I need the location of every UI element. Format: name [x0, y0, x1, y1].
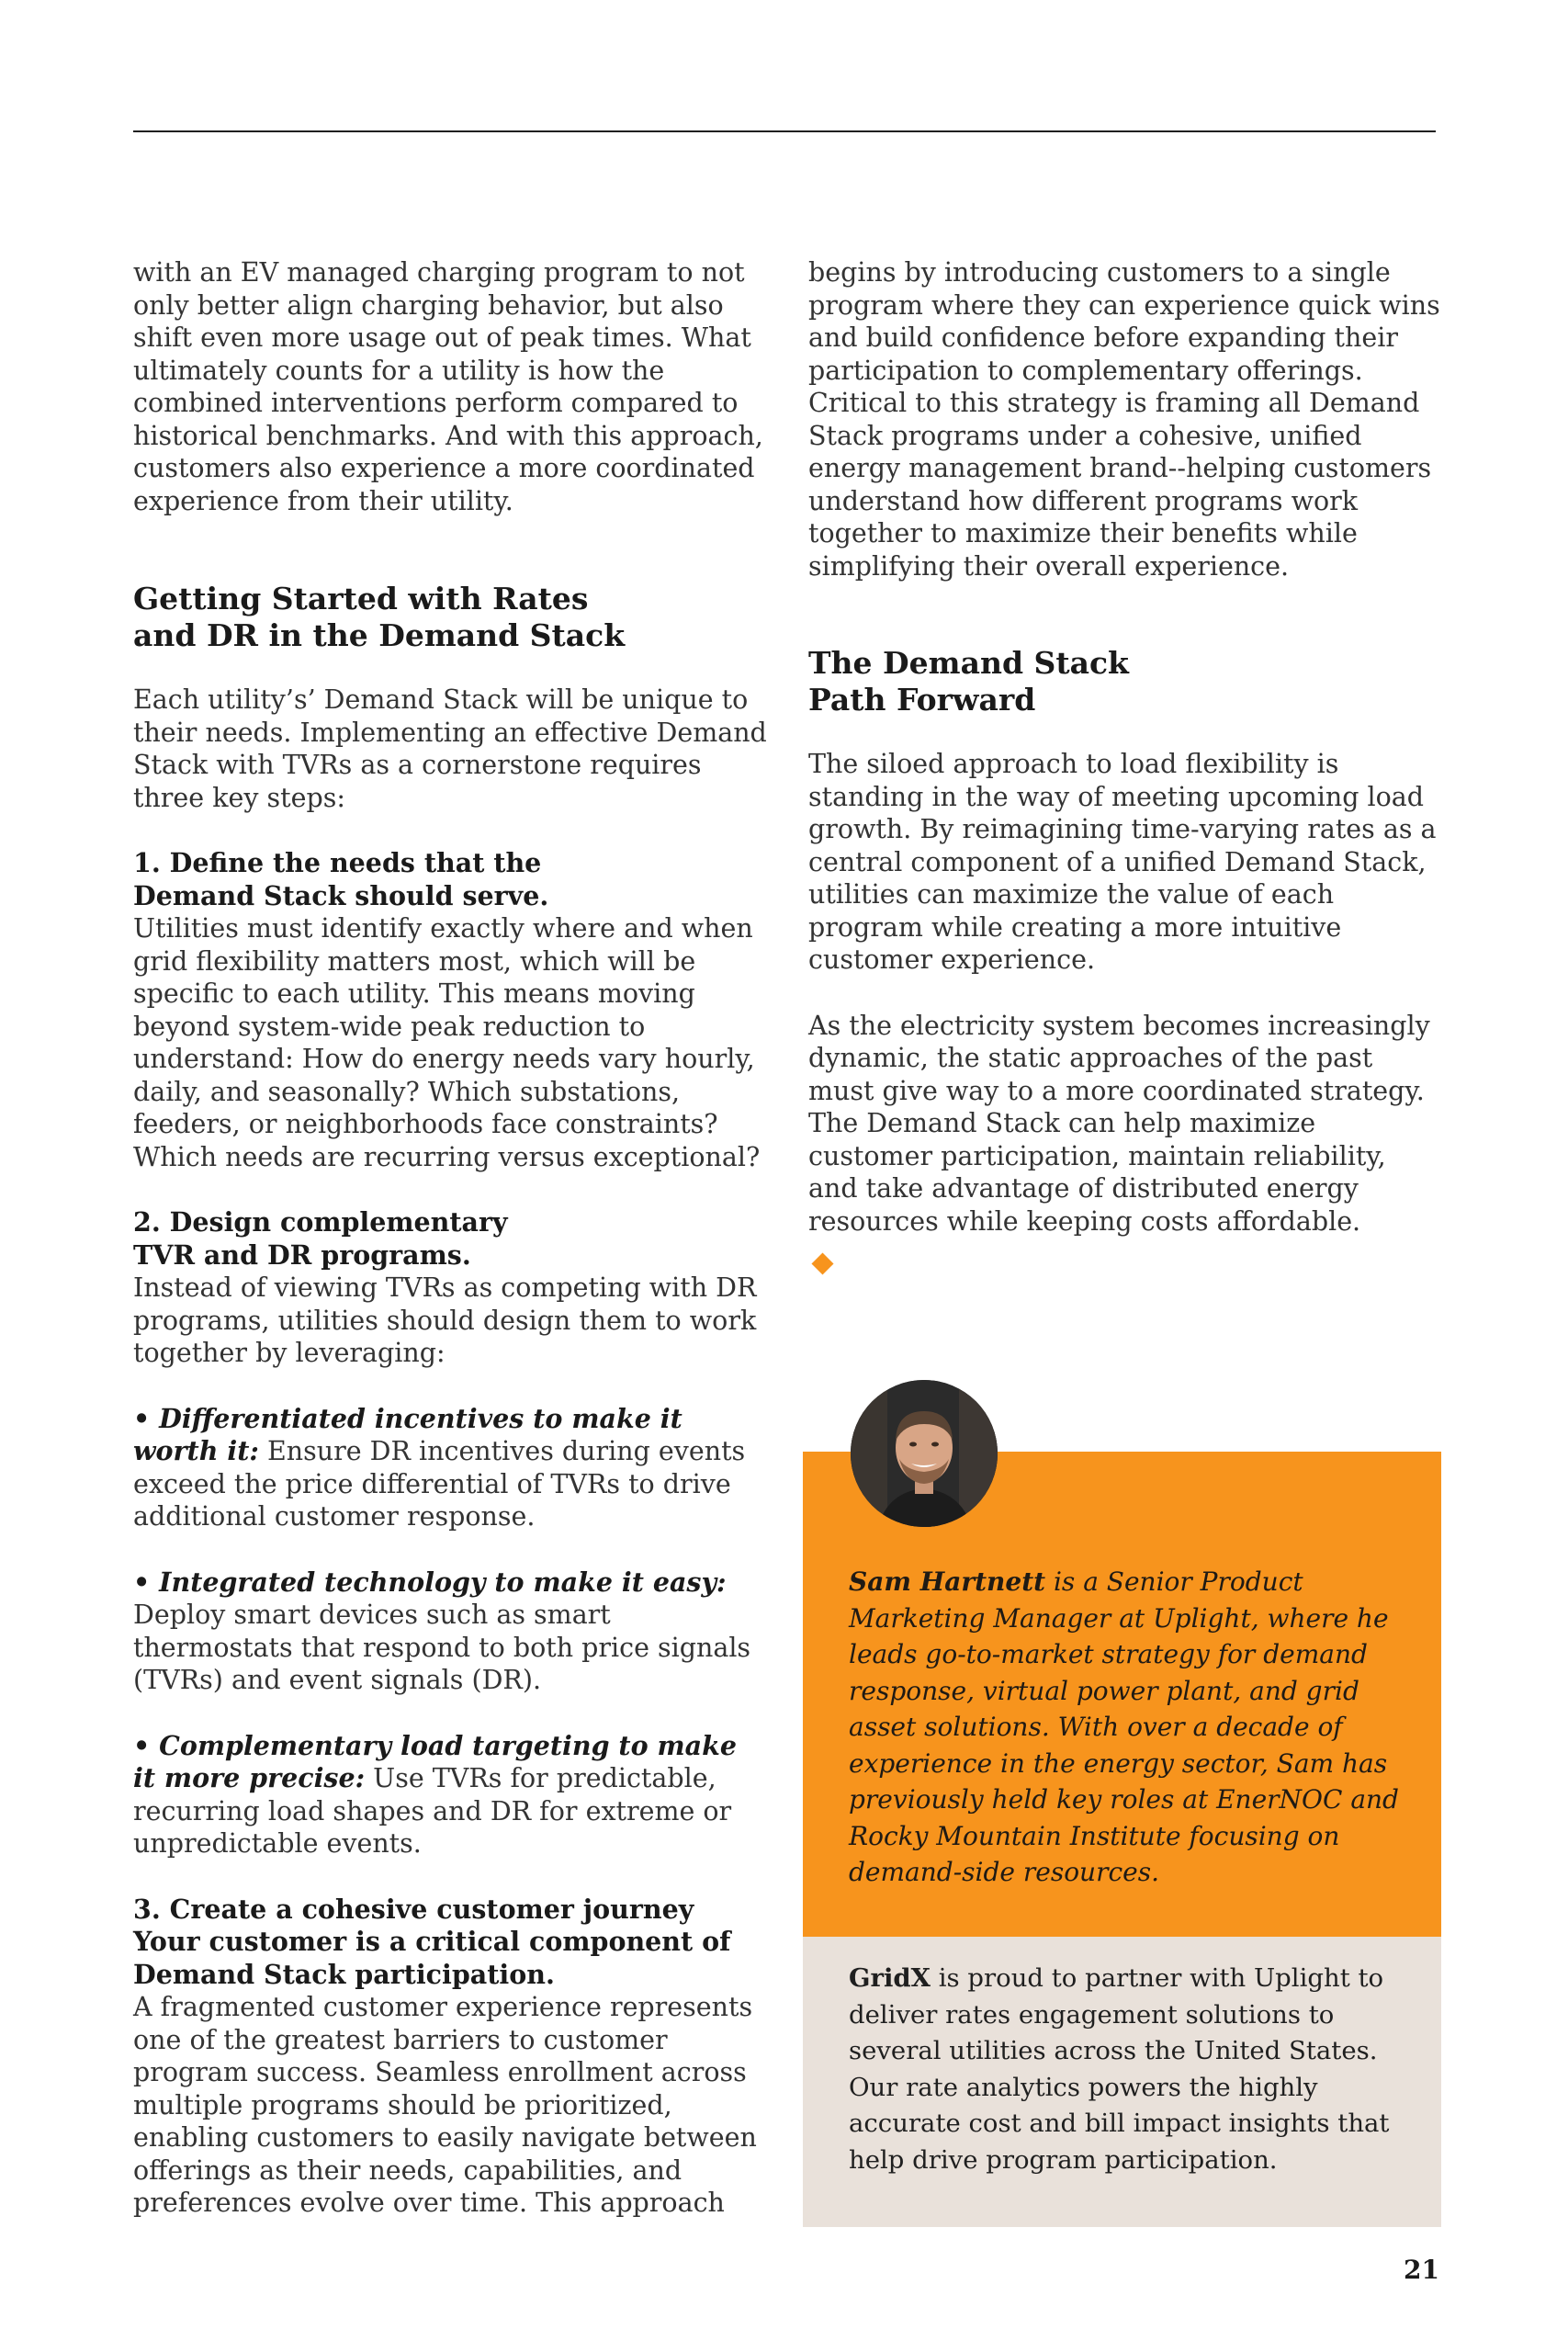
steps-intro: Each utility’s’ Demand Stack will be unique to their needs. Implementing an effective Demand Stack with TVRs as a cornerstone requires three key steps: [133, 684, 767, 813]
author-name: Sam Hartnett [849, 1566, 1046, 1597]
step-3-body: A fragmented customer experience represents one of the greatest barriers to customer program success. Seamless enrollment across multiple programs should be prioritized, enabling customers to easily navigate between offerings as their needs, capabilities, and preferences evolve over time. This approach [133, 1992, 757, 2218]
path-forward-paragraph-2: As the electricity system becomes increasingly dynamic, the static approaches of the past must give way to a more coordinated strategy. The Demand Stack can help maximize customer participation, maintain reliability, and take advantage of distributed energy resources while keeping costs affordable. [808, 1010, 1430, 1237]
author-portrait-icon [851, 1380, 998, 1527]
bullet-item [133, 1403, 767, 1533]
heading-line: The Demand Stack [808, 645, 1129, 681]
step-3 [133, 1894, 767, 2220]
step-1-body: Utilities must identify exactly where and when grid flexibility matters most, which will be specific to each utility. This means moving beyond system-wide peak reduction to understand: How do energy needs vary hourly, daily, and seasonally? Which substations, feeders, or neighborhoods face constraints? Which needs are recurring versus exceptional? [133, 913, 761, 1172]
heading-line: and DR in the Demand Stack [133, 617, 626, 653]
author-avatar [851, 1380, 998, 1527]
end-mark-diamond-icon [811, 1252, 833, 1274]
step-3-title-line: 3. Create a cohesive customer journey [133, 1893, 694, 1925]
bullet-text: Deploy smart devices such as smart thermostats that respond to both price signals (TVRs) and event signals (DR). [133, 1600, 751, 1695]
step-1-title-line: Demand Stack should serve. [133, 879, 549, 911]
left-intro-paragraph: with an EV managed charging program to not only better align charging behavior, but also shift even more usage out of peak times. What ultimately counts for a utility is how the combined interventions perform compared to historical benchmarks. And with this approach, customers also experience a more coordinated experience from their utility. [133, 257, 763, 516]
bullet-lead: • Complementary load targeting to make it more precise: [133, 1729, 738, 1793]
step-1-title-line: 1. Define the needs that the [133, 847, 542, 878]
partner-name: GridX [849, 1963, 931, 1993]
bullet-lead: • Integrated technology to make it easy: [133, 1566, 727, 1598]
author-bio [849, 1564, 1400, 1891]
partner-statement [849, 1961, 1391, 2178]
author-bio-text: is a Senior Product Marketing Manager at Uplight, where he leads go-to-market strategy for demand response, virtual power plant, and grid asset solutions. With over a decade of experience in the energy sector, Sam has previously held key roles at EnerNOC and Rocky Mountain Institute focusing on demand-side resources. [849, 1566, 1399, 1887]
step-2-title-line: TVR and DR programs. [133, 1238, 471, 1271]
partner-text: is proud to partner with Uplight to deliver rates engagement solutions to several utilities across the United States. Our rate analytics powers the highly accurate cost and bill impact insights that help drive program participation. [849, 1963, 1390, 2175]
section-heading-getting-started [133, 581, 767, 654]
step-1 [133, 847, 767, 1173]
bullet-text: Ensure DR incentives during events exceed the price differential of TVRs to drive additional customer response. [133, 1436, 746, 1532]
section-heading-path-forward [808, 645, 1442, 718]
path-forward-paragraph-1: The siloed approach to load flexibility is standing in the way of meeting upcoming load growth. By reimagining time-varying rates as a central component of a unified Demand Stack, utilities can maximize the value of each program while creating a more intuitive customer experience. [808, 749, 1437, 975]
bullet-item [133, 1730, 767, 1860]
bullet-text: Use TVRs for predictable, recurring load shapes and DR for extreme or unpredictable events. [133, 1763, 732, 1859]
page-number: 21 [1404, 2255, 1439, 2285]
partner-card [803, 1937, 1441, 2227]
bullet-lead: • Differentiated incentives to make it worth it: [133, 1402, 682, 1466]
right-column [808, 256, 1442, 1272]
step-2 [133, 1206, 767, 1370]
step-3-title-line: Demand Stack participation. [133, 1958, 555, 1990]
left-column [133, 256, 767, 2220]
bullet-item [133, 1566, 767, 1697]
author-bio-card [803, 1452, 1441, 1937]
heading-line: Getting Started with Rates [133, 581, 589, 616]
right-intro-paragraph: begins by introducing customers to a single program where they can experience quick wins and build confidence before expanding their participation to complementary offerings. Critical to this strategy is framing all Demand Stack programs under a cohesive, unified energy management brand--helping customers understand how different programs work together to maximize their benefits while simplifying their overall experience. [808, 257, 1440, 582]
step-3-title-line: Your customer is a critical component of [133, 1926, 731, 1957]
step-2-body: Instead of viewing TVRs as competing with DR programs, utilities should design them to work together by leveraging: [133, 1272, 757, 1368]
step-2-title-line: 2. Design complementary [133, 1206, 508, 1238]
top-divider [133, 130, 1436, 132]
heading-line: Path Forward [808, 682, 1036, 718]
